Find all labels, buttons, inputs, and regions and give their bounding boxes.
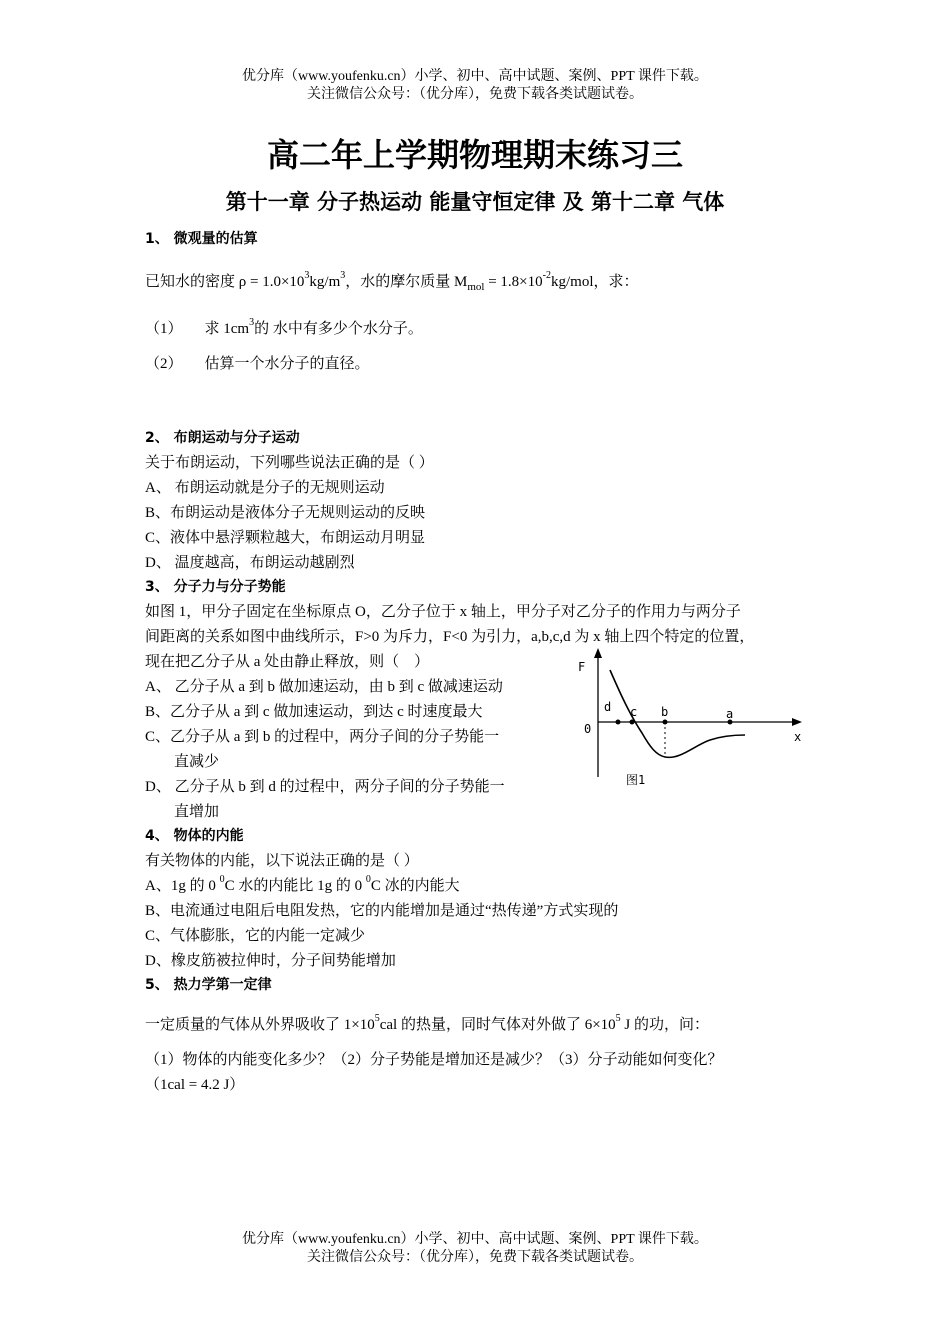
q5-questions: （1）物体的内能变化多少？（2）分子势能是增加还是减少？（3）分子动能如何变化？: [145, 1052, 723, 1068]
label-d: d: [604, 700, 612, 714]
q2-option-b: B、布朗运动是液体分子无规则运动的反映: [145, 505, 426, 521]
q3-option-b: B、乙分子从 a 到 c 做加速运动，到达 c 时速度最大: [145, 704, 483, 720]
q4-option-b: B、电流通过电阻后电阻发热，它的内能增加是通过“热传递”方式实现的: [145, 903, 619, 919]
q2-option-c: C、液体中悬浮颗粒越大，布朗运动月明显: [145, 530, 426, 546]
q4-option-d: D、橡皮筋被拉伸时，分子间势能增加: [145, 953, 396, 969]
q3-option-d-cont: 直增加: [174, 804, 220, 820]
header-line-2: 关注微信公众号：（优分库），免费下载各类试题试卷。: [307, 87, 643, 102]
q3-option-c-cont: 直减少: [174, 754, 220, 770]
q1-heading: 1、 微观量的估算: [145, 231, 258, 247]
q3-stem-line-1: 如图 1，甲分子固定在坐标原点 O，乙分子位于 x 轴上，甲分子对乙分子的作用力与两分子: [145, 604, 741, 620]
page-subtitle: 第十一章 分子热运动 能量守恒定律 及 第十二章 气体: [225, 190, 725, 214]
point-b: [663, 720, 668, 725]
page-title: 高二年上学期物理期末练习三: [266, 136, 683, 174]
point-d: [616, 720, 621, 725]
label-F: F: [578, 660, 586, 674]
figure-1-force-curve: [570, 645, 810, 795]
footer-line-2: 关注微信公众号：（优分库），免费下载各类试题试卷。: [307, 1250, 643, 1265]
q3-stem-line-2: 间距离的关系如图中曲线所示，F>0 为斥力，F<0 为引力，a,b,c,d 为 x 轴上四个特定的位置，: [145, 629, 755, 645]
label-c: c: [630, 705, 638, 719]
q2-stem: 关于布朗运动，下列哪些说法正确的是（ ）: [145, 455, 434, 471]
label-origin: 0: [584, 722, 592, 736]
q1-item-2: （2） 估算一个水分子的直径。: [145, 356, 370, 372]
header-line-1: 优分库（www.youfenku.cn）小学、初中、高中试题、案例、PPT 课件下载。: [242, 69, 708, 84]
q5-stem: 一定质量的气体从外界吸收了 $1\times 10^5cal$ 的热量，同时气体对外做了 $6\times 10^5$ J 的功，问：: [145, 1013, 710, 1033]
x-axis-arrow: [792, 718, 802, 726]
y-axis-arrow: [594, 648, 602, 658]
q1-item-1: （1） 求 $1cm^3$的 水中有多少个水分子。: [145, 317, 423, 337]
label-b: b: [661, 705, 669, 719]
q5-heading: 5、 热力学第一定律: [145, 977, 272, 993]
q4-option-c: C、气体膨胀，它的内能一定减少: [145, 928, 366, 944]
q1-stem: 已知水的密度 $\rho = 1.0\times 10^3kg/m^3$，水的摩尔质量 $M_{mol} = 1.8\times 10^{-2}kg/mol$，求：: [145, 270, 639, 293]
label-a: a: [726, 707, 734, 721]
footer-line-1: 优分库（www.youfenku.cn）小学、初中、高中试题、案例、PPT 课件下载。: [242, 1232, 708, 1247]
q5-note: （1cal = 4.2 J）: [145, 1077, 245, 1093]
q3-stem-line-3: 现在把乙分子从 a 处由静止释放，则（ ）: [145, 654, 430, 670]
point-c: [630, 720, 635, 725]
figure-caption: 图1: [626, 773, 646, 787]
q4-stem: 有关物体的内能，以下说法正确的是（ ）: [145, 853, 419, 869]
q4-option-a: A、1g 的 0 $^0$C 水的内能比 1g 的 0 $^0$C 冰的内能大: [145, 874, 460, 894]
label-x: x: [794, 730, 802, 744]
q4-heading: 4、 物体的内能: [145, 828, 244, 844]
q2-option-a: A、 布朗运动就是分子的无规则运动: [145, 480, 385, 496]
q2-option-d: D、 温度越高，布朗运动越剧烈: [145, 555, 355, 571]
q3-option-c: C、乙分子从 a 到 b 的过程中，两分子间的分子势能一: [145, 729, 500, 745]
q2-heading: 2、 布朗运动与分子运动: [145, 430, 300, 446]
q3-option-a: A、 乙分子从 a 到 b 做加速运动，由 b 到 c 做减速运动: [145, 679, 503, 695]
q3-heading: 3、 分子力与分子势能: [145, 579, 286, 595]
q3-option-d: D、 乙分子从 b 到 d 的过程中，两分子间的分子势能一: [145, 779, 505, 795]
